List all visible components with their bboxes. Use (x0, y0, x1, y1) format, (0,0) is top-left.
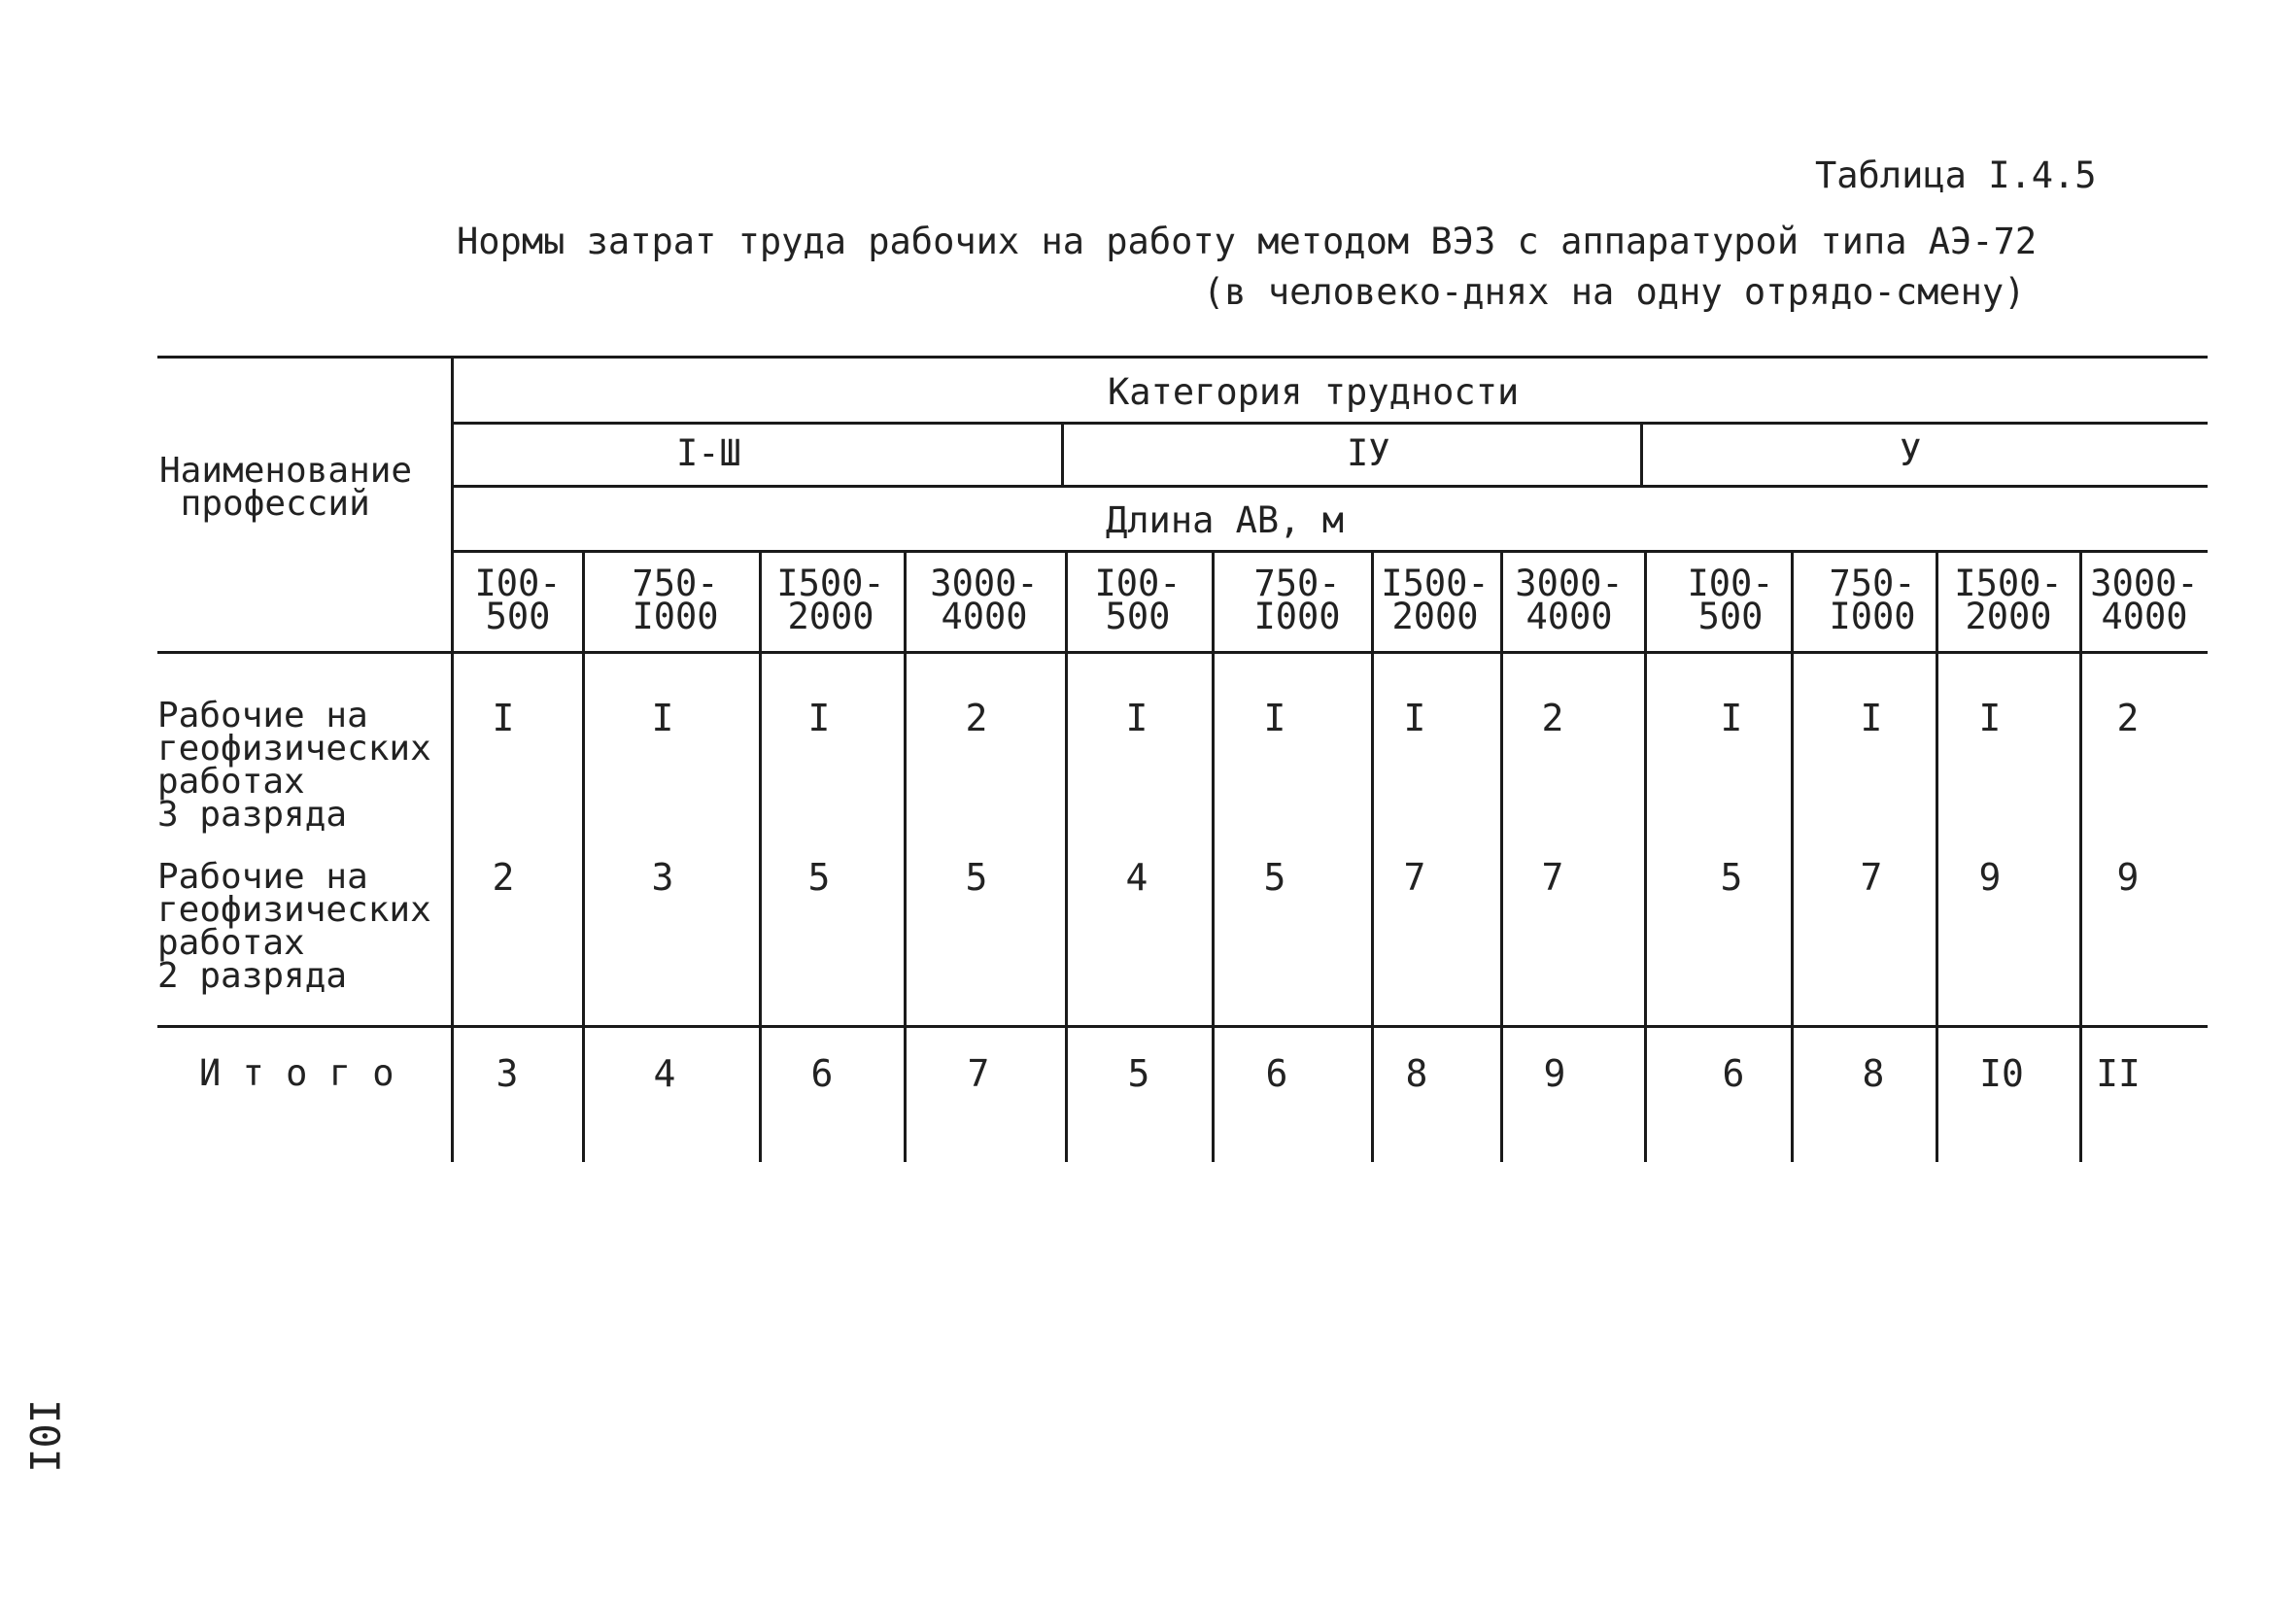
vline-main (451, 356, 454, 1162)
total-cell: 9 (1543, 1052, 1566, 1095)
table-cell: I (807, 697, 831, 739)
table-cell: I (1860, 697, 1883, 739)
vline-col (1500, 550, 1503, 1162)
rule-total (157, 1025, 2208, 1028)
table-cell: 5 (965, 856, 988, 899)
category-header: Категория трудности (1108, 371, 1520, 413)
vline-col (582, 550, 585, 1162)
table-cell: I (492, 697, 515, 739)
range-header: I500- 2000 (1954, 563, 2063, 637)
table-cell: 4 (1125, 856, 1148, 899)
vline-col (1065, 550, 1068, 1162)
total-cell: 8 (1862, 1052, 1885, 1095)
total-cell: II (2096, 1052, 2141, 1095)
table-cell: 2 (1541, 697, 1564, 739)
rule-category (451, 422, 2208, 425)
vline-col (904, 550, 907, 1162)
table-cell: 5 (1263, 856, 1286, 899)
range-header: I00- 500 (1094, 563, 1182, 637)
total-cell: 5 (1127, 1052, 1150, 1095)
row-label: Рабочие на геофизических работах 3 разряда (157, 696, 431, 835)
table-cell: 7 (1541, 856, 1564, 899)
table-cell: 3 (651, 856, 674, 899)
table-cell: I (1125, 697, 1148, 739)
range-header: 750- I000 (1829, 563, 1916, 637)
table-cell: 9 (1978, 856, 2002, 899)
vline-group-1 (1061, 422, 1064, 486)
table-cell: I (1263, 697, 1286, 739)
table-cell: 9 (2116, 856, 2140, 899)
length-header: Длина АВ, м (1106, 499, 1345, 541)
total-cell: 4 (653, 1052, 676, 1095)
total-cell: 6 (810, 1052, 834, 1095)
vline-group-2 (1640, 422, 1643, 486)
range-header: 3000- 4000 (1515, 563, 1624, 637)
range-header: I00- 500 (474, 563, 562, 637)
rule-header-bottom (157, 651, 2208, 654)
vline-col (1644, 550, 1647, 1162)
total-cell: 8 (1405, 1052, 1428, 1095)
page-number: I0I (20, 1399, 68, 1473)
rule-top (157, 356, 2208, 359)
total-cell: 7 (967, 1052, 990, 1095)
table-number: Таблица I.4.5 (1815, 154, 2097, 196)
table-cell: 5 (1720, 856, 1743, 899)
rule-groups (451, 485, 2208, 488)
table-cell: I (1978, 697, 2002, 739)
table-cell: 2 (492, 856, 515, 899)
group-header: I-Ш (676, 432, 741, 474)
range-header: I00- 500 (1687, 563, 1774, 637)
table-cell: I (651, 697, 674, 739)
table-cell: 7 (1860, 856, 1883, 899)
group-header: У (1900, 432, 1922, 474)
range-header: 3000- 4000 (2090, 563, 2199, 637)
table-cell: I (1403, 697, 1426, 739)
row-label: Рабочие на геофизических работах 2 разряда (157, 857, 431, 996)
table-cell: 2 (2116, 697, 2140, 739)
range-header: I500- 2000 (1381, 563, 1490, 637)
rule-length (451, 550, 2208, 553)
range-header: 750- I000 (632, 563, 719, 637)
table-title: Нормы затрат труда рабочих на работу методом ВЭЗ с аппаратурой типа АЭ-72 (457, 221, 2038, 262)
vline-col (1791, 550, 1794, 1162)
total-cell: 6 (1265, 1052, 1288, 1095)
profession-header: Наименование профессий (159, 451, 413, 524)
table-cell: 5 (807, 856, 831, 899)
table-cell: I (1720, 697, 1743, 739)
table-cell: 7 (1403, 856, 1426, 899)
vline-col (759, 550, 762, 1162)
group-header: IУ (1347, 432, 1390, 474)
range-header: 3000- 4000 (930, 563, 1039, 637)
vline-col (1212, 550, 1215, 1162)
table-subtitle: (в человеко-днях на одну отрядо-смену) (1203, 271, 2026, 313)
range-header: I500- 2000 (776, 563, 885, 637)
total-cell: 6 (1722, 1052, 1745, 1095)
table-cell: 2 (965, 697, 988, 739)
vline-col (1936, 550, 1938, 1162)
range-header: 750- I000 (1253, 563, 1341, 637)
total-cell: I0 (1979, 1052, 2024, 1095)
total-label: И т о г о (199, 1052, 394, 1094)
total-cell: 3 (496, 1052, 519, 1095)
